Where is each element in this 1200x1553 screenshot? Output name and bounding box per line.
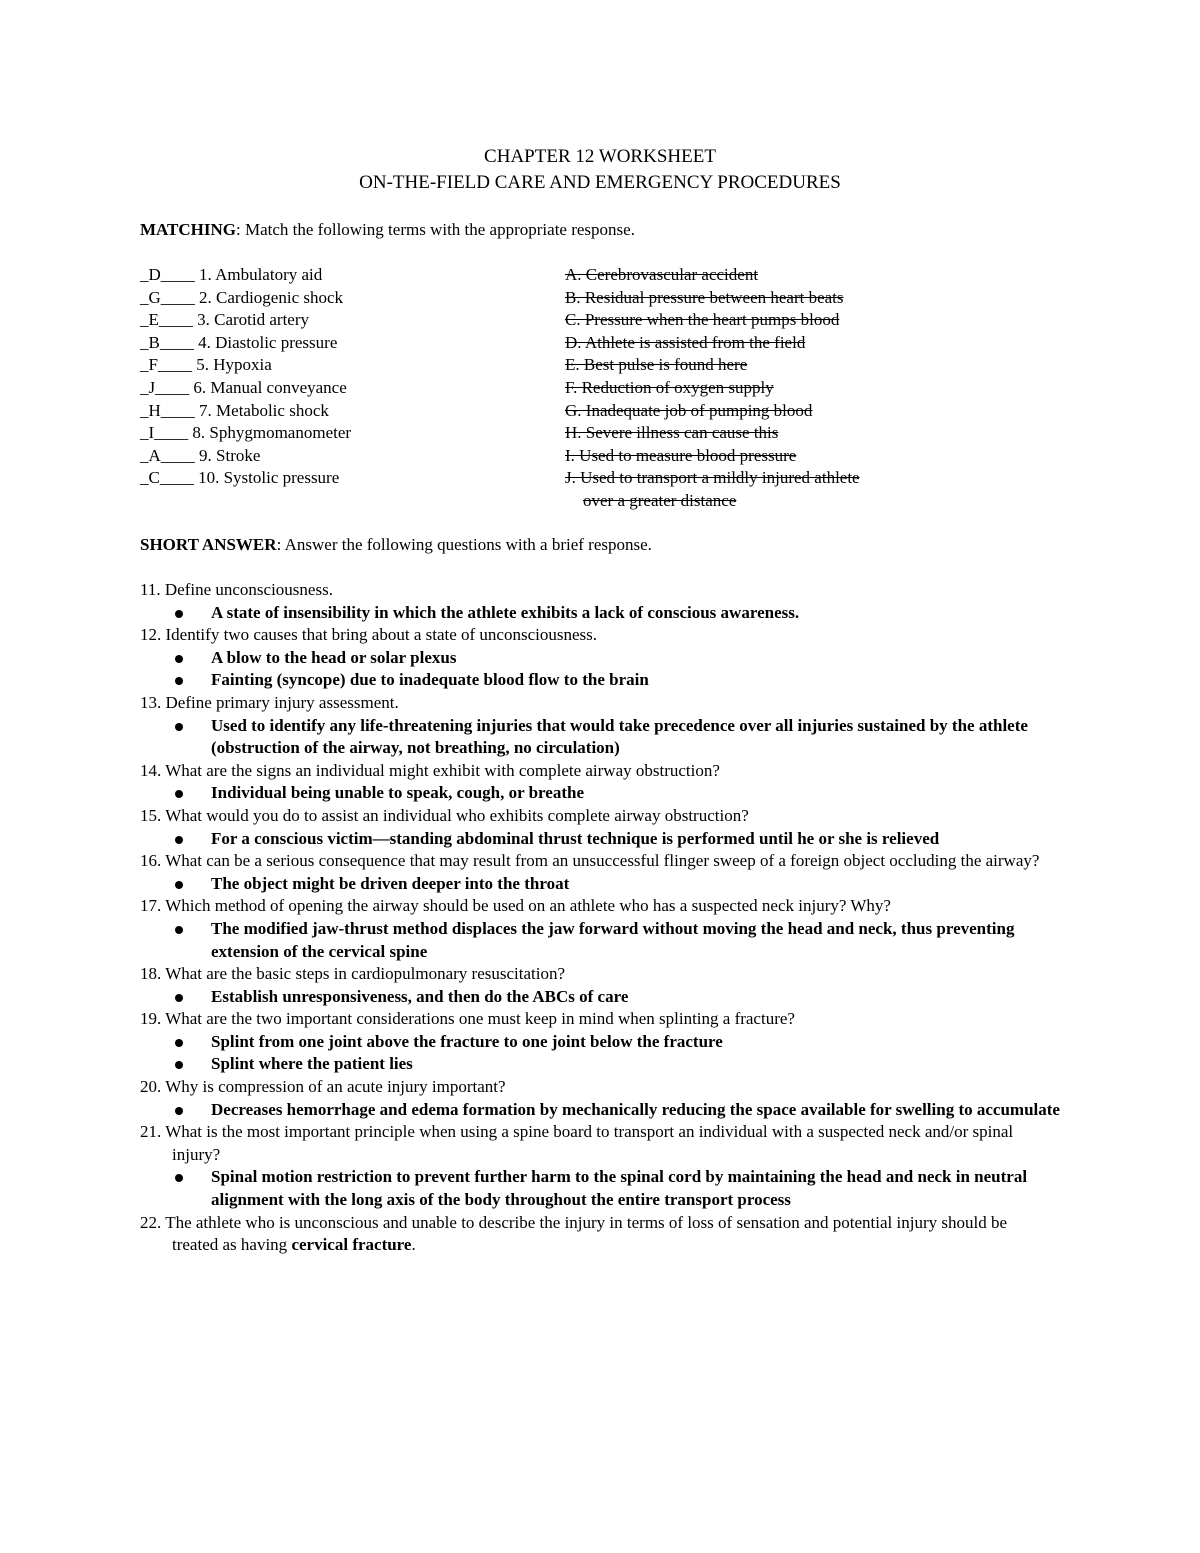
question-16 [140,850,1060,895]
short-answer-list [140,579,1060,1257]
answer-item [140,1053,1060,1076]
matching-response: E. Best pulse is found here [565,355,748,375]
bullet-icon [175,723,183,731]
question-text: 19. What are the two important considerations one must keep in mind when splinting a fracture? [140,1009,795,1029]
question-13 [140,692,1060,760]
answer-text: Individual being unable to speak, cough, or breathe [211,783,584,803]
answer-item [140,873,1060,896]
answer-text: The modified jaw-thrust method displaces the jaw forward without moving the head and neck, thus preventing extension of the cervical spine [211,918,1015,961]
answer-text: Fainting (syncope) due to inadequate blood flow to the brain [211,670,649,690]
answer-text: Splint from one joint above the fracture to one joint below the fracture [211,1031,723,1051]
answer-item [140,647,1060,670]
answer-text: Spinal motion restriction to prevent further harm to the spinal cord by maintaining the head and neck in neutral alignment with the long axis of the body throughout the entire transport process [211,1167,1028,1210]
answer-item [140,715,1060,760]
question-19 [140,1008,1060,1076]
answer-item [140,602,1060,625]
matching-term: _C____ 10. Systolic pressure [140,468,340,488]
question-20 [140,1076,1060,1121]
matching-term: _D____ 1. Ambulatory aid [140,265,323,284]
answer-item [140,1099,1060,1122]
matching-response: D. Athlete is assisted from the field [565,332,806,352]
bullet-icon [175,1061,183,1069]
question-text: 21. What is the most important principle when using a spine board to transport an individual with a suspected neck and/or spinal injury? [140,1122,1014,1164]
matching-response: F. Reduction of oxygen supply [565,377,774,397]
short-answer-instructions: : Answer the following questions with a brief response. [276,535,652,554]
matching-term: _A____ 9. Stroke [140,445,261,465]
question-text [140,1212,1052,1257]
question-text: 18. What are the basic steps in cardiopulmonary resuscitation? [140,964,566,984]
matching-response: G. Inadequate job of pumping blood [565,400,813,420]
question-text: 12. Identify two causes that bring about a state of unconsciousness. [140,625,598,645]
matching-term: _H____ 7. Metabolic shock [140,400,329,420]
question-text: 17. Which method of opening the airway should be used on an athlete who has a suspected neck injury? Why? [140,896,891,916]
bullet-icon [175,1107,183,1115]
matching-terms-list [140,264,540,490]
answer-item [140,669,1060,692]
answer-text: A state of insensibility in which the athlete exhibits a lack of conscious awareness. [211,602,800,622]
question-11 [140,579,1060,624]
answer-item [140,918,1060,963]
question-12 [140,624,1060,692]
matching-responses-list [565,264,965,513]
question-22-answer: cervical fracture [291,1235,412,1255]
bullet-icon [175,655,183,663]
page-subtitle: ON-THE-FIELD CARE AND EMERGENCY PROCEDURES [359,172,841,193]
answer-text: Establish unresponsiveness, and then do the ABCs of care [211,986,629,1006]
answer-text: Decreases hemorrhage and edema formation by mechanically reducing the space available for swelling to accumulate [211,1099,1060,1119]
matching-term: _G____ 2. Cardiogenic shock [140,287,344,307]
short-answer-heading [140,534,652,556]
question-14 [140,760,1060,805]
answer-text: Splint where the patient lies [211,1054,413,1074]
bullet-icon [175,1174,183,1182]
bullet-icon [175,790,183,798]
answer-text: A blow to the head or solar plexus [211,647,457,667]
matching-response: A. Cerebrovascular accident [565,265,759,284]
matching-term: _J____ 6. Manual conveyance [140,377,347,397]
matching-term: _E____ 3. Carotid artery [140,310,310,330]
matching-response: H. Severe illness can cause this [565,423,779,443]
answer-item [140,986,1060,1009]
question-15 [140,805,1060,850]
matching-response: I. Used to measure blood pressure [565,445,797,465]
question-text: 20. Why is compression of an acute injury important? [140,1077,506,1097]
matching-heading [140,219,635,241]
short-answer-label: SHORT ANSWER [140,535,277,554]
matching-instructions: : Match the following terms with the appropriate response. [236,220,635,239]
answer-text: The object might be driven deeper into the throat [211,873,570,893]
bullet-icon [175,926,183,934]
answer-text: Used to identify any life-threatening injuries that would take precedence over all injuries sustained by the athlete (obstruction of the airway, not breathing, no circulation) [211,715,1028,758]
question-text: 13. Define primary injury assessment. [140,692,399,712]
question-22-suffix: . [411,1235,416,1255]
bullet-icon [175,677,183,685]
question-text: 14. What are the signs an individual might exhibit with complete airway obstruction? [140,760,720,780]
matching-response: B. Residual pressure between heart beats [565,287,844,307]
question-22-prefix: 22. The athlete who is unconscious and unable to describe the injury in terms of loss of sensation and potential injury should be treated as having [140,1212,1007,1255]
bullet-icon [175,994,183,1002]
answer-item [140,1031,1060,1054]
matching-response-continuation: over a greater distance [583,490,737,510]
page-title: CHAPTER 12 WORKSHEET [484,146,716,167]
matching-response: C. Pressure when the heart pumps blood [565,310,840,330]
bullet-icon [175,881,183,889]
question-17 [140,895,1060,963]
matching-response: J. Used to transport a mildly injured athlete [565,468,860,488]
matching-term: _B____ 4. Diastolic pressure [140,332,338,352]
answer-item [140,782,1060,805]
question-text: 15. What would you do to assist an individual who exhibits complete airway obstruction? [140,805,749,825]
question-18 [140,963,1060,1008]
matching-term: _F____ 5. Hypoxia [140,355,272,375]
question-text: 16. What can be a serious consequence that may result from an unsuccessful flinger sweep of a foreign object occluding the airway? [140,851,1040,871]
question-21 [140,1121,1060,1211]
bullet-icon [175,1039,183,1047]
matching-label: MATCHING [140,220,237,239]
bullet-icon [175,836,183,844]
answer-text: For a conscious victim—standing abdominal thrust technique is performed until he or she is relieved [211,828,940,848]
question-22 [140,1212,1060,1257]
question-text: 11. Define unconsciousness. [140,580,333,599]
answer-item [140,828,1060,851]
matching-term: _I____ 8. Sphygmomanometer [140,423,352,443]
answer-item [140,1166,1060,1211]
bullet-icon [175,610,183,618]
